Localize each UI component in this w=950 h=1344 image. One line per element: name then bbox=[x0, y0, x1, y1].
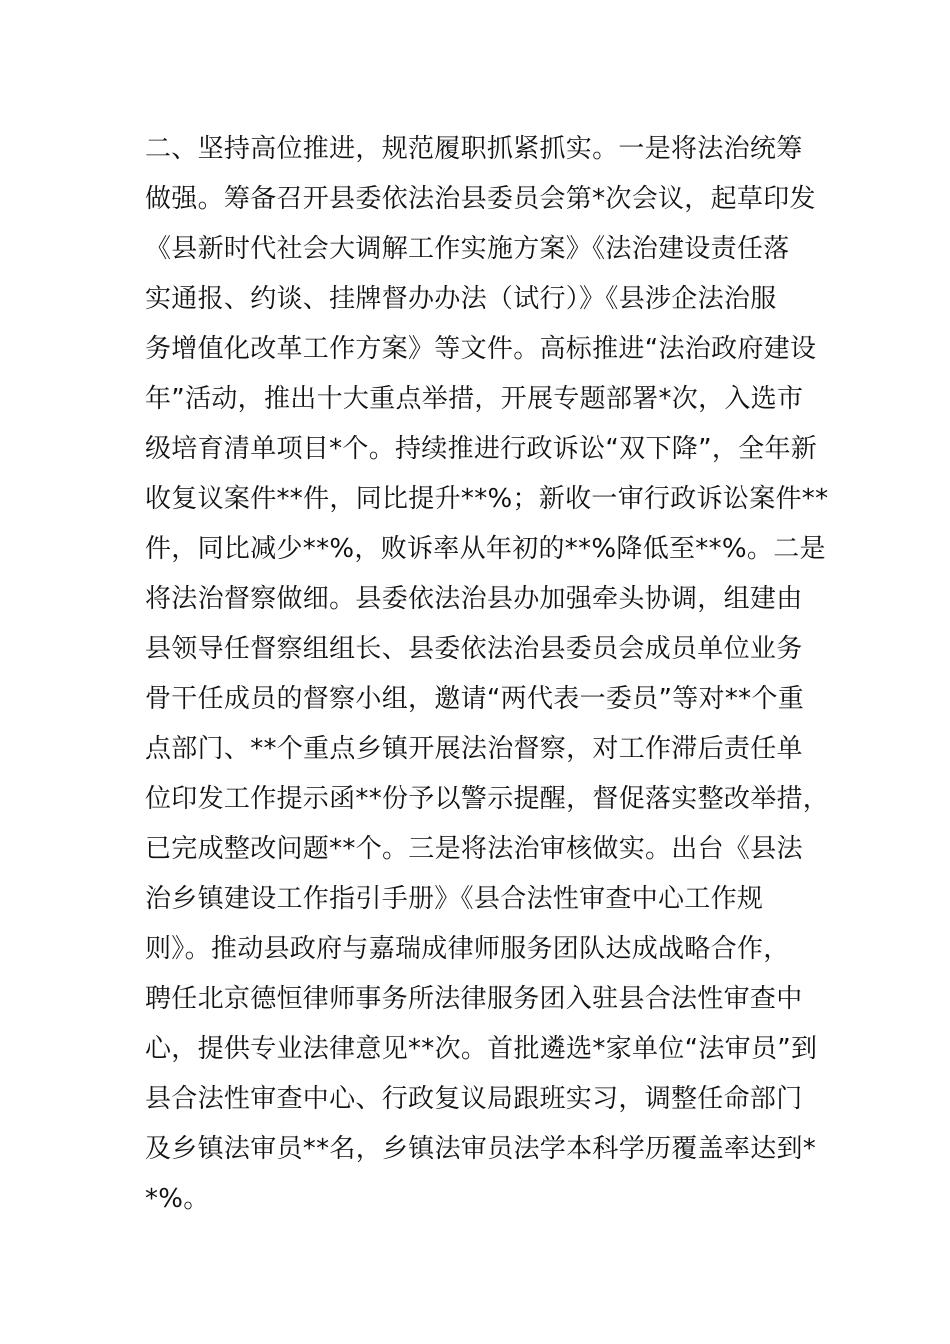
text-line: 做强。筹备召开县委依法治县委员会第*次会议，起草印发 bbox=[145, 184, 816, 214]
text-line: 及乡镇法审员**名，乡镇法审员法学本科学历覆盖率达到* bbox=[145, 1134, 817, 1164]
text-line: 级培育清单项目*个。持续推进行政诉讼“双下降”，全年新 bbox=[145, 434, 818, 464]
body-paragraph bbox=[145, 124, 845, 1224]
text-line: 二、坚持高位推进，规范履职抓紧抓实。一是将法治统筹 bbox=[145, 134, 803, 164]
text-line: 点部门、**个重点乡镇开展法治督察，对工作滞后责任单 bbox=[145, 734, 803, 764]
text-line: 务增值化改革工作方案》等文件。高标推进“法治政府建设 bbox=[145, 334, 817, 364]
text-line: 件，同比减少**%，败诉率从年初的**%降低至**%。二是 bbox=[145, 534, 826, 564]
text-line: 则》。推动县政府与嘉瑞成律师服务团队达成战略合作， bbox=[145, 934, 790, 964]
text-line: 实通报、约谈、挂牌督办办法（试行）》《县涉企法治服 bbox=[145, 284, 777, 314]
text-line: 治乡镇建设工作指引手册》《县合法性审查中心工作规 bbox=[145, 884, 764, 914]
text-line: 将法治督察做细。县委依法治县办加强牵头协调，组建由 bbox=[145, 584, 803, 614]
text-line: 收复议案件**件，同比提升**%；新收一审行政诉讼案件** bbox=[145, 484, 829, 514]
text-line: 县领导任督察组组长、县委依法治县委员会成员单位业务 bbox=[145, 634, 803, 664]
text-line: 位印发工作提示函**份予以警示提醒，督促落实整改举措， bbox=[145, 784, 830, 814]
text-line: 《县新时代社会大调解工作实施方案》《法治建设责任落 bbox=[145, 234, 790, 264]
text-line: 县合法性审查中心、行政复议局跟班实习，调整任命部门 bbox=[145, 1084, 803, 1114]
text-line: 已完成整改问题**个。三是将法治审核做实。出台《县法 bbox=[145, 834, 803, 864]
text-line: 聘任北京德恒律师事务所法律服务团入驻县合法性审查中 bbox=[145, 984, 803, 1014]
text-line: 年”活动，推出十大重点举措，开展专题部署*次，入选市 bbox=[145, 384, 804, 414]
text-line: 心，提供专业法律意见**次。首批遴选*家单位“法审员”到 bbox=[145, 1034, 818, 1064]
text-line: *%。 bbox=[145, 1184, 210, 1214]
text-line: 骨干任成员的督察小组，邀请“两代表一委员”等对**个重 bbox=[145, 684, 805, 714]
